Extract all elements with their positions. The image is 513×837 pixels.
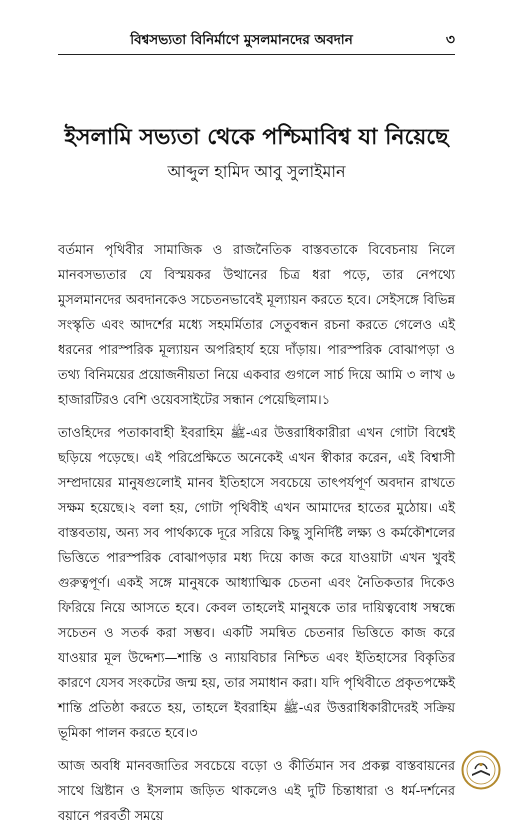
page-number: ৩	[445, 32, 455, 48]
author-name: আব্দুল হামিদ আবু সুলাইমান	[167, 162, 346, 181]
body-text	[58, 238, 455, 837]
running-header	[58, 30, 455, 55]
paragraph-3: আজ অবধি মানবজাতির সবচেয়ে বড়ো ও কীর্তিমান সব প্রকল্প বাস্তবায়নের সাথে খ্রিষ্টান ও ইসলাম জড়িত থাকলেও এই দুটি চিন্তাধারা ও ধর্ম-দর্শনের বয়ানে পরবর্তী সময়ে	[58, 759, 455, 824]
running-title: বিশ্বসভ্যতা বিনির্মাণে মুসলমানদের অবদান	[130, 32, 353, 48]
chapter-title: ইসলামি সভ্যতা থেকে পশ্চিমাবিশ্ব যা নিয়েছে	[64, 125, 449, 150]
paragraph-2: তাওহিদের পতাকাবাহী ইবরাহিম ﷺ-এর উত্তরাধিকারীরা এখন গোটা বিশ্বেই ছড়িয়ে পড়েছে। এই পরিপ্রেক্ষিতে অনেকেই এখন স্বীকার করেন, এই বিশ্বাসী সম্প্রদায়ের মানুষগুলোই মানব ইতিহাসে সবচেয়ে তাৎপর্যপূর্ণ অবদান রাখতে সক্ষম হয়েছে।২ বলা হয়, গোটা পৃথিবীই এখন আমাদের হাতের মুঠোয়। এই বাস্তবতায়, অন্য সব পার্থক্যকে দূরে সরিয়ে কিছু সুনির্দিষ্ট লক্ষ্য ও কর্মকৌশলের ভিত্তিতে পারস্পরিক বোঝাপড়ার মধ্য দিয়ে কাজ করে যাওয়াটা এখন খুবই গুরুত্বপূর্ণ। একই সঙ্গে মানুষকে আধ্যাত্মিক চেতনা এবং নৈতিকতার দিকেও ফিরিয়ে নিয়ে আসতে হবে। কেবল তাহলেই মানুষকে তার দায়িত্ববোধ সম্বন্ধে সচেতন ও সতর্ক করা সম্ভব। একটি সমন্বিত চেতনার ভিত্তিতে কাজ করে যাওয়ার মূল উদ্দেশ্য—শান্তি ও ন্যায়বিচার নিশ্চিত এবং ইতিহাসের বিকৃতির কারণে যেসব সংকটের জন্ম হয়, তার সমাধান করা। যদি পৃথিবীতে প্রকৃতপক্ষেই শান্তি প্রতিষ্ঠা করতে হয়, তাহলে ইবরাহিম ﷺ-এর উত্তরাধিকারীদেরই সক্রিয় ভূমিকা পালন করতে হবে।৩	[58, 426, 456, 741]
publisher-seal-icon	[461, 750, 501, 790]
paragraph-1: বর্তমান পৃথিবীর সামাজিক ও রাজনৈতিক বাস্তবতাকে বিবেচনায় নিলে মানবসভ্যতার যে বিস্ময়কর উত্থানের চিত্র ধরা পড়ে, তার নেপথ্যে মুসলমানদের অবদানকেও সচেতনভাবেই মূল্যায়ন করতে হবে। সেইসঙ্গে বিভিন্ন সংস্কৃতি এবং আদর্শের মধ্যে সহমর্মিতার সেতুবন্ধন রচনা করতে গেলেও এই ধরনের পারস্পরিক মূল্যায়ন অপরিহার্য হয়ে দাঁড়ায়। পারস্পরিক বোঝাপড়া ও তথ্য বিনিময়ের প্রয়োজনীয়তা নিয়ে একবার গুগলে সার্চ দিয়ে আমি ৩ লাখ ৬ হাজারটিরও বেশি ওয়েবসাইটের সন্ধান পেয়েছিলাম।১	[58, 243, 455, 408]
